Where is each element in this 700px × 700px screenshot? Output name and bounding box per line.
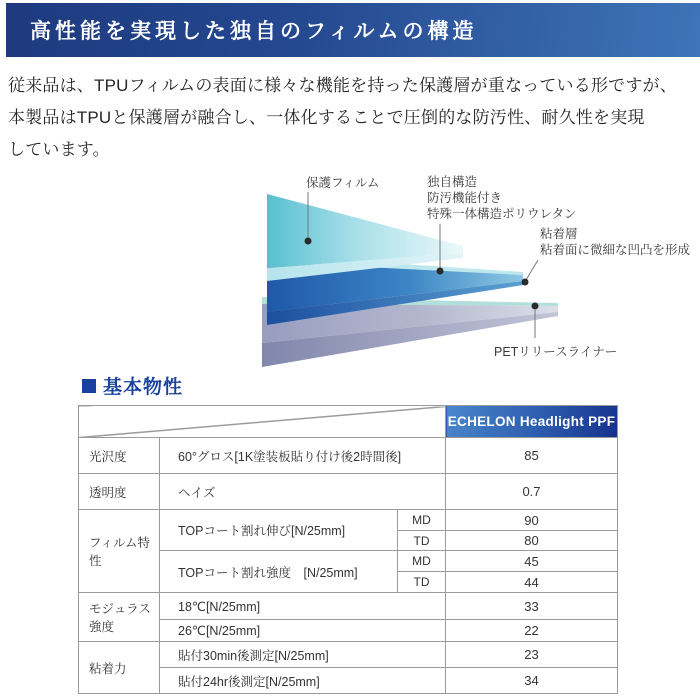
label-protective-film: 保護フィルム <box>306 176 380 190</box>
section-title: 基本物性 <box>103 377 184 398</box>
category-cell: フィルム特性 <box>79 510 160 593</box>
direction-cell: MD <box>398 551 446 572</box>
category-cell: 透明度 <box>79 474 160 510</box>
value-cell: 23 <box>446 642 618 668</box>
label-adhesive-2: 粘着面に微細な凹凸を形成 <box>540 243 691 257</box>
table-row <box>79 438 618 474</box>
description-cell: TOPコート割れ強度 [N/25mm] <box>160 551 398 593</box>
label-unique-structure-3: 特殊一体構造ポリウレタン <box>427 207 577 221</box>
value-cell: 80 <box>446 531 618 551</box>
header-diagonal-cell <box>79 406 446 438</box>
intro-line: しています。 <box>8 140 110 159</box>
table-row <box>79 668 618 694</box>
value-cell: 34 <box>446 668 618 694</box>
label-adhesive-1: 粘着層 <box>540 227 578 241</box>
value-cell: 33 <box>446 593 618 620</box>
label-unique-structure-2: 防汚機能付き <box>427 191 503 205</box>
value-cell: 22 <box>446 620 618 642</box>
value-cell: 90 <box>446 510 618 531</box>
basic-properties-table <box>78 405 618 694</box>
description-cell: 貼付24hr後測定[N/25mm] <box>160 668 446 694</box>
table-row <box>79 642 618 668</box>
intro-line: 本製品はTPUと保護層が融合し、一体化することで圧倒的な防汚性、耐久性を実現 <box>8 108 645 127</box>
description-cell: 60°グロス[1K塗装板貼り付け後2時間後] <box>160 438 446 474</box>
table-row <box>79 551 618 572</box>
direction-cell: MD <box>398 510 446 531</box>
table-row <box>79 620 618 642</box>
intro-paragraph <box>8 70 696 166</box>
description-cell: ヘイズ <box>160 474 446 510</box>
label-release-liner: PETリリースライナー <box>494 345 618 359</box>
direction-cell: TD <box>398 572 446 593</box>
table-row <box>79 474 618 510</box>
header-bar <box>6 3 700 57</box>
value-cell: 44 <box>446 572 618 593</box>
intro-line: 従来品は、TPUフィルムの表面に様々な機能を持った保護層が重なっている形ですが、 <box>8 76 677 95</box>
description-cell: TOPコート割れ伸び[N/25mm] <box>160 510 398 551</box>
description-cell: 18℃[N/25mm] <box>160 593 446 620</box>
label-unique-structure-1: 独自構造 <box>427 175 478 189</box>
table-row <box>79 510 618 531</box>
value-cell: 45 <box>446 551 618 572</box>
table-header-row <box>79 406 618 438</box>
description-cell: 26℃[N/25mm] <box>160 620 446 642</box>
section-heading <box>82 372 183 399</box>
value-cell: 85 <box>446 438 618 474</box>
film-structure-diagram <box>180 170 700 370</box>
section-square-icon <box>82 379 96 393</box>
category-cell: 粘着力 <box>79 642 160 694</box>
category-cell: モジュラス強度 <box>79 593 160 642</box>
page-title: 高性能を実現した独自のフィルムの構造 <box>30 19 478 43</box>
description-cell: 貼付30min後測定[N/25mm] <box>160 642 446 668</box>
table-row <box>79 593 618 620</box>
category-cell: 光沢度 <box>79 438 160 474</box>
direction-cell: TD <box>398 531 446 551</box>
value-cell: 0.7 <box>446 474 618 510</box>
product-column-header: ECHELON Headlight PPF <box>446 406 618 438</box>
